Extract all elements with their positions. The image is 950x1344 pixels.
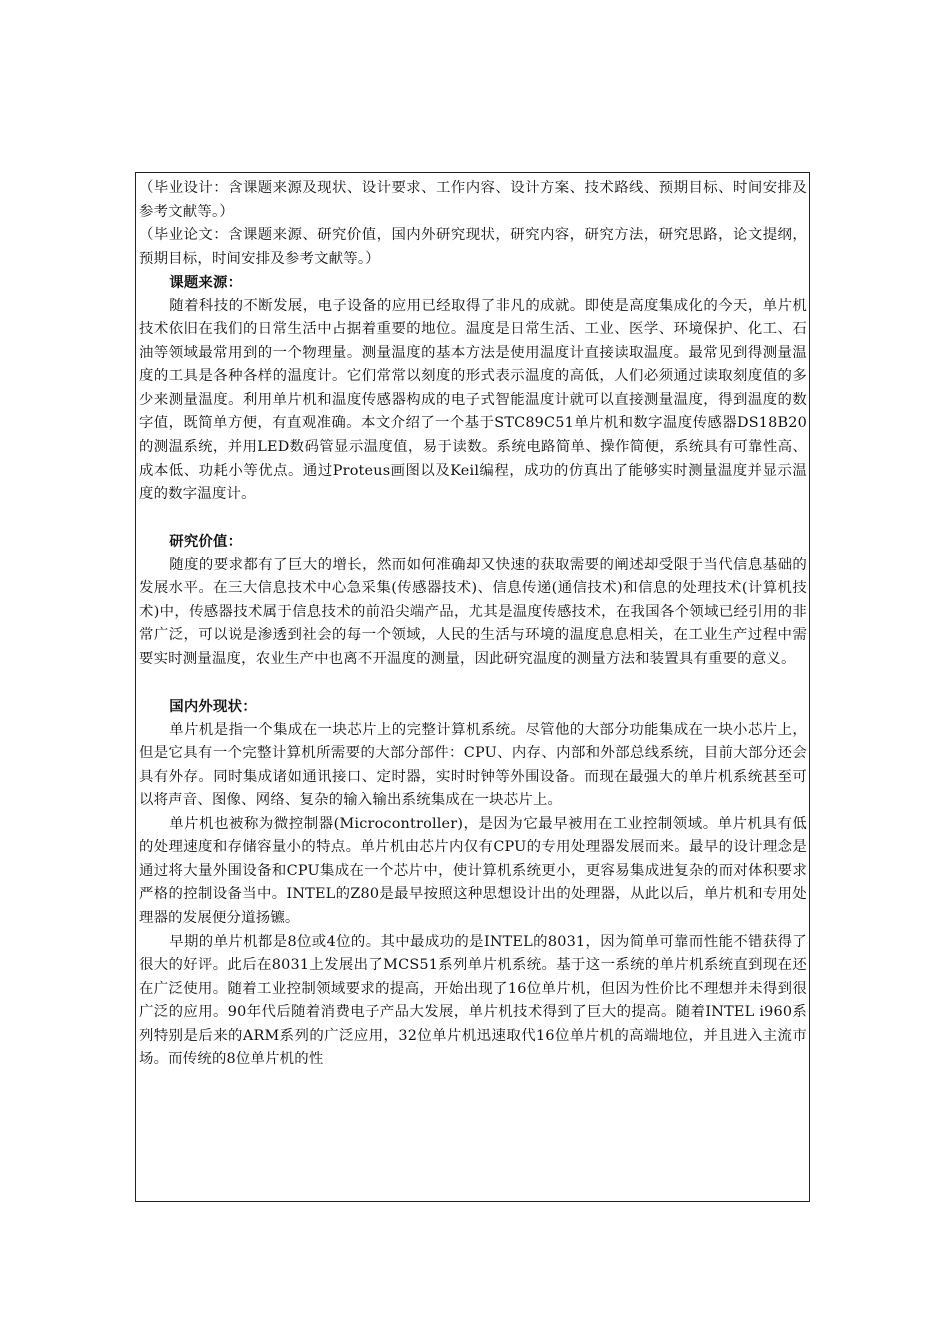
- status-paragraph-2: 单片机也被称为微控制器(Microcontroller)，是因为它最早被用在工业控制领域。单片机具有低的处理速度和存储容量小的特点。单片机由芯片内仅有CPU的专用处理器发展而来。最早的设计理念是通过将大量外围设备和CPU集成在一个芯片中，使计算机系统更小，更容易集成进复杂的而对体积要求严格的控制设备当中。INTEL的Z80是最早按照这种思想设计出的处理器，从此以后，单片机和专用处理器的发展便分道扬镳。: [139, 815, 807, 926]
- source-paragraph: 随着科技的不断发展，电子设备的应用已经取得了非凡的成就。即使是高度集成化的今天，单片机技术依旧在我们的日常生活中占据着重要的地位。温度是日常生活、工业、医学、环境保护、化工、石油等领域最常用到的一个物理量。测量温度的基本方法是使用温度计直接读取温度。最常见到得测量温度的工具是各种各样的温度计。它们常常以刻度的形式表示温度的高低，人们必须通过读取刻度值的多少来测量温度。利用单片机和温度传感器构成的电子式智能温度计就可以直接测量温度，得到温度的数字值，既简单方便，有直观准确。本文介绍了一个基于STC89C51单片机和数字温度传感器DS18B20的测温系统，并用LED数码管显示温度值，易于读数。系统电路简单、操作简便，系统具有可靠性高、成本低、功耗小等优点。通过Proteus画图以及Keil编程，成功的仿真出了能够实时测量温度并显示温度的数字温度计。: [139, 297, 807, 503]
- spacer: [139, 671, 807, 695]
- spacer: [139, 507, 807, 531]
- value-paragraph: 随度的要求都有了巨大的增长，然而如何准确却又快速的获取需要的阐述却受限于当代信息基础的发展水平。在三大信息技术中心急采集(传感器技术)、信息传递(通信技术)和信息的处理技术(计算机技术)中，传感器技术属于信息技术的前沿尖端产品，尤其是温度传感技术，在我国各个领域已经引用的非常广泛，可以说是渗透到社会的每一个领域，人民的生活与环境的温度息息相关，在工业生产过程中需要实时测量温度，农业生产中也离不开温度的测量，因此研究温度的测量方法和装置具有重要的意义。: [139, 556, 807, 667]
- value-heading: 研究价值：: [169, 533, 243, 551]
- content-table-cell: [135, 172, 810, 1202]
- status-heading: 国内外现状：: [169, 698, 257, 716]
- instruction-thesis: （毕业论文：含课题来源、研究价值，国内外研究现状，研究内容，研究方法，研究思路，论文提纲，预期目标，时间安排及参考文献等。）: [139, 227, 807, 267]
- status-paragraph-1: 单片机是指一个集成在一块芯片上的完整计算机系统。尽管他的大部分功能集成在一块小芯片上，但是它具有一个完整计算机所需要的大部分部件：CPU、内存、内部和外部总线系统，目前大部分还会具有外存。同时集成诸如通讯接口、定时器，实时时钟等外围设备。而现在最强大的单片机系统甚至可以将声音、图像、网络、复杂的输入输出系统集成在一块芯片上。: [139, 721, 807, 809]
- instruction-design: （毕业设计：含课题来源及现状、设计要求、工作内容、设计方案、技术路线、预期目标、时间安排及参考文献等。）: [139, 180, 807, 220]
- source-heading: 课题来源：: [169, 274, 243, 292]
- status-paragraph-3: 早期的单片机都是8位或4位的。其中最成功的是INTEL的8031，因为简单可靠而性能不错获得了很大的好评。此后在8031上发展出了MCS51系列单片机系统。基于这一系统的单片机系统直到现在还在广泛使用。随着工业控制领域要求的提高，开始出现了16位单片机，但因为性价比不理想并未得到很广泛的应用。90年代后随着消费电子产品大发展，单片机技术得到了巨大的提高。随着INTEL i960系列特别是后来的ARM系列的广泛应用，32位单片机迅速取代16位单片机的高端地位，并且进入主流市场。而传统的8位单片机的性: [139, 933, 807, 1068]
